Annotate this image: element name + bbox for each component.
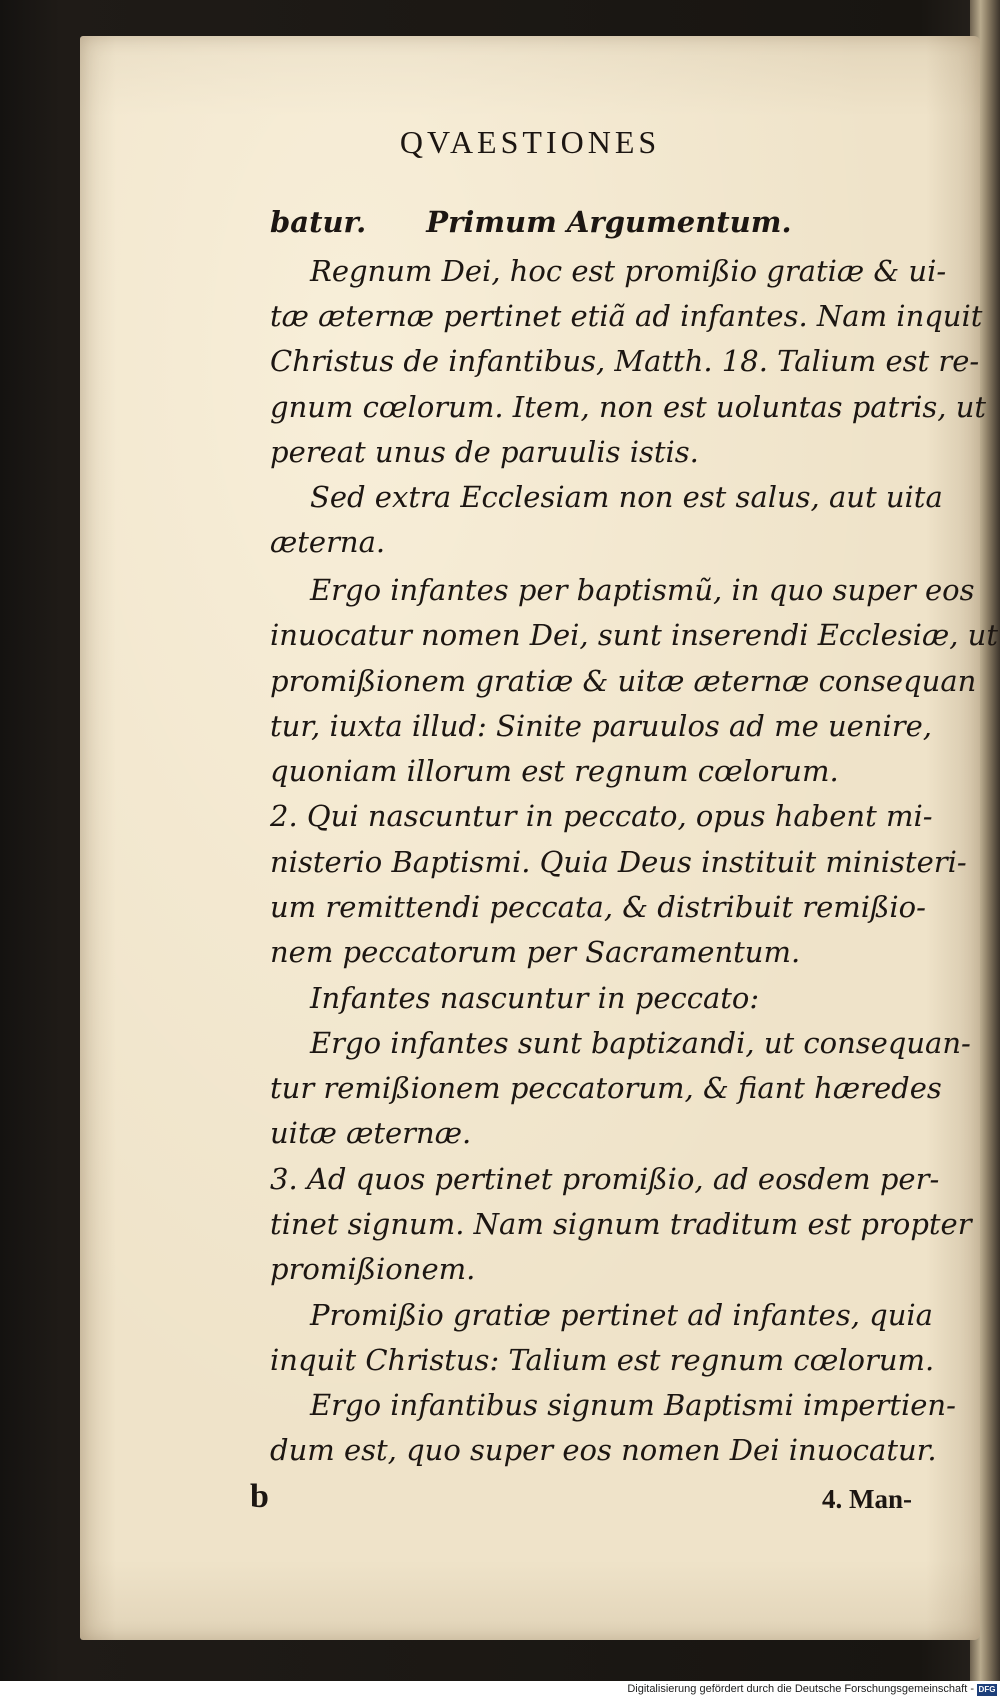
text-line: um remittendi peccata, & distribuit remißio- — [270, 890, 926, 924]
page-text — [80, 36, 998, 1640]
section-heading: Primum Argumentum. — [426, 205, 792, 239]
text-line: inuocatur nomen Dei, sunt inserendi Ecclesiæ, ut — [270, 618, 998, 652]
text-line: tur remißionem peccatorum, & fiant hæredes — [270, 1071, 942, 1105]
running-head: QVAESTIONES — [399, 124, 661, 160]
text-line: æterna. — [270, 525, 386, 559]
text-line: 2. Qui nascuntur in peccato, opus habent mi- — [270, 799, 933, 833]
text-line: Infantes nascuntur in peccato: — [310, 981, 760, 1015]
text-line: tur, iuxta illud: Sinite paruulos ad me uenire, — [270, 709, 932, 743]
signature-mark: b — [250, 1478, 269, 1515]
text-line: 3. Ad quos pertinet promißio, ad eosdem per- — [270, 1162, 940, 1196]
text-line: Christus de infantibus, Matth. 18. Talium est re- — [270, 344, 980, 378]
text-line: tæ æternæ pertinet etiã ad infantes. Nam inquit — [270, 299, 983, 333]
text-line: gnum cœlorum. Item, non est uoluntas patris, ut — [270, 390, 987, 424]
text-line: Sed extra Ecclesiam non est salus, aut uita — [310, 480, 943, 514]
text-line: promißionem. — [270, 1252, 476, 1286]
text-line: Ergo infantes per baptismũ, in quo super eos — [310, 573, 975, 607]
text-line: Ergo infantibus signum Baptismi impertien- — [310, 1388, 956, 1422]
text-line: pereat unus de paruulis istis. — [270, 435, 699, 469]
text-line: uitæ æternæ. — [270, 1116, 472, 1150]
text-line — [270, 205, 792, 239]
text-line: nem peccatorum per Sacramentum. — [270, 935, 801, 969]
text-line: quoniam illorum est regnum cœlorum. — [270, 754, 839, 788]
text-line: inquit Christus: Talium est regnum cœlorum. — [270, 1343, 935, 1377]
text-line: dum est, quo super eos nomen Dei inuocatur. — [270, 1433, 937, 1467]
text-line: tinet signum. Nam signum traditum est propter — [270, 1207, 972, 1241]
text-line: Regnum Dei, hoc est promißio gratiæ & ui- — [310, 254, 947, 288]
text-line: nisterio Baptismi. Quia Deus instituit ministeri- — [270, 845, 967, 879]
dfg-logo-icon: DFG — [978, 1685, 996, 1694]
book-page — [80, 36, 998, 1640]
text-line: Promißio gratiæ pertinet ad infantes, quia — [310, 1298, 933, 1332]
text-line: promißionem gratiæ & uitæ æternæ consequan — [270, 664, 977, 698]
text-line: Ergo infantes sunt baptizandi, ut consequan- — [310, 1026, 971, 1060]
funding-credit: Digitalisierung gefördert durch die Deutsche Forschungsgemeinschaft - — [627, 1683, 974, 1695]
line-text: batur. — [270, 205, 367, 239]
catchword: 4. Man- — [822, 1484, 912, 1514]
